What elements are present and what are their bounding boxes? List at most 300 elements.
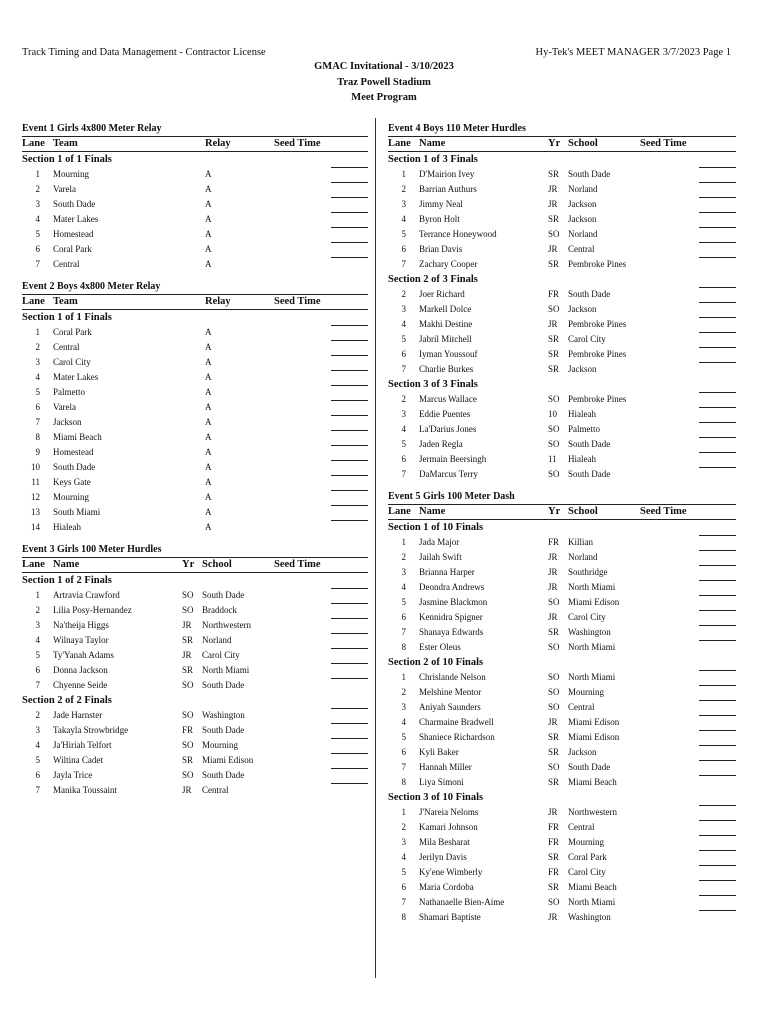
athlete-name: Markell Dolce <box>419 304 472 314</box>
lane-number: 2 <box>35 710 40 720</box>
seed-time-blank <box>331 212 368 213</box>
athlete-name: Deondra Andrews <box>419 582 485 592</box>
school-name: Jackson <box>568 214 597 224</box>
school-name: South Dade <box>202 725 245 735</box>
lane-number: 5 <box>401 867 406 877</box>
entry-row <box>388 407 736 422</box>
athlete-name: Artravia Crawford <box>53 590 120 600</box>
school-name: Jackson <box>568 747 597 757</box>
entry-row <box>22 633 368 648</box>
school-name: Miami Beach <box>568 882 617 892</box>
seed-time-blank <box>699 670 736 671</box>
athlete-name: La'Darius Jones <box>419 424 477 434</box>
entry-row <box>22 753 368 768</box>
relay-letter: A <box>205 492 212 502</box>
school-name: Carol City <box>568 612 606 622</box>
athlete-name: Shaniece Richardson <box>419 732 495 742</box>
lane-number: 4 <box>401 582 406 592</box>
meet-title: GMAC Invitational - 3/10/2023 <box>314 61 454 72</box>
seed-time-blank <box>699 362 736 363</box>
entry-row <box>388 302 736 317</box>
team-name: Coral Park <box>53 244 92 254</box>
athlete-year: JR <box>182 650 192 660</box>
relay-letter: A <box>205 522 212 532</box>
athlete-name: Shamari Baptiste <box>419 912 481 922</box>
lane-number: 5 <box>35 650 40 660</box>
seed-time-blank <box>699 302 736 303</box>
athlete-year: SO <box>548 672 560 682</box>
seed-time-blank <box>699 242 736 243</box>
seed-time-blank <box>331 460 368 461</box>
school-name: Hialeah <box>568 454 596 464</box>
entry-row <box>22 723 368 738</box>
school-name: Norland <box>568 552 598 562</box>
athlete-year: SR <box>548 882 560 892</box>
header-lane: Lane <box>388 506 411 517</box>
school-name: Norland <box>568 229 598 239</box>
entry-row <box>22 242 368 257</box>
entry-row <box>388 715 736 730</box>
seed-time-blank <box>331 355 368 356</box>
athlete-name: Barrian Authurs <box>419 184 477 194</box>
athlete-name: Na'theija Higgs <box>53 620 109 630</box>
lane-number: 5 <box>401 229 406 239</box>
entry-row <box>388 257 736 272</box>
lane-number: 5 <box>401 334 406 344</box>
school-name: Pembroke Pines <box>568 319 627 329</box>
entry-row <box>22 490 368 505</box>
lane-number: 8 <box>35 432 40 442</box>
team-name: Homestead <box>53 447 94 457</box>
section-title: Section 2 of 2 Finals <box>22 695 112 706</box>
lane-number: 14 <box>31 522 40 532</box>
lane-number: 7 <box>401 364 406 374</box>
entry-row <box>388 565 736 580</box>
lane-number: 13 <box>31 507 40 517</box>
seed-time-blank <box>331 197 368 198</box>
relay-letter: A <box>205 229 212 239</box>
lane-number: 6 <box>35 665 40 675</box>
athlete-year: JR <box>182 620 192 630</box>
lane-number: 2 <box>35 605 40 615</box>
athlete-name: Takayla Strowbridge <box>53 725 129 735</box>
entry-row <box>388 910 736 925</box>
program-title: Meet Program <box>351 92 417 103</box>
seed-time-blank <box>331 520 368 521</box>
athlete-name: Lilia Posy-Hernandez <box>53 605 132 615</box>
relay-letter: A <box>205 327 212 337</box>
seed-time-blank <box>699 715 736 716</box>
lane-number: 12 <box>31 492 40 502</box>
athlete-name: Zachary Cooper <box>419 259 478 269</box>
seed-time-blank <box>331 257 368 258</box>
athlete-year: SO <box>548 597 560 607</box>
athlete-year: 11 <box>548 454 557 464</box>
relay-letter: A <box>205 184 212 194</box>
relay-letter: A <box>205 244 212 254</box>
entry-row <box>388 625 736 640</box>
entry-row <box>388 242 736 257</box>
school-name: South Dade <box>568 169 611 179</box>
team-name: Varela <box>53 184 76 194</box>
lane-number: 6 <box>401 454 406 464</box>
seed-time-blank <box>331 738 368 739</box>
athlete-year: 10 <box>548 409 557 419</box>
entry-row <box>388 640 736 655</box>
school-name: Braddock <box>202 605 237 615</box>
header-name: Team <box>53 296 78 307</box>
school-name: South Dade <box>202 680 245 690</box>
athlete-year: JR <box>548 807 558 817</box>
athlete-year: SO <box>182 680 194 690</box>
athlete-year: FR <box>548 837 560 847</box>
entry-row <box>388 760 736 775</box>
athlete-name: Jasmine Blackmon <box>419 597 488 607</box>
entry-row <box>22 385 368 400</box>
relay-letter: A <box>205 447 212 457</box>
header-lane: Lane <box>22 296 45 307</box>
school-name: Central <box>568 822 595 832</box>
athlete-year: SO <box>182 710 194 720</box>
lane-number: 2 <box>401 822 406 832</box>
athlete-year: JR <box>548 612 558 622</box>
team-name: Central <box>53 259 80 269</box>
seed-time-blank <box>331 475 368 476</box>
entry-row <box>388 317 736 332</box>
entry-row <box>22 227 368 242</box>
header-seed: Seed Time <box>274 559 321 570</box>
entry-row <box>388 880 736 895</box>
event-block <box>22 280 368 535</box>
school-name: Miami Edison <box>568 597 620 607</box>
school-name: Miami Edison <box>202 755 254 765</box>
seed-time-blank <box>331 242 368 243</box>
team-name: Mourning <box>53 169 89 179</box>
lane-number: 1 <box>401 537 406 547</box>
event-title: Event 5 Girls 100 Meter Dash <box>388 491 515 502</box>
school-name: South Dade <box>202 590 245 600</box>
lane-number: 3 <box>35 725 40 735</box>
athlete-year: FR <box>548 289 560 299</box>
lane-number: 7 <box>35 259 40 269</box>
entry-row <box>388 580 736 595</box>
entry-row <box>22 768 368 783</box>
seed-time-blank <box>331 490 368 491</box>
school-name: Hialeah <box>568 409 596 419</box>
header-seed: Seed Time <box>640 506 687 517</box>
lane-number: 1 <box>35 327 40 337</box>
entry-row <box>22 212 368 227</box>
athlete-name: Jade Harnster <box>53 710 103 720</box>
lane-number: 8 <box>401 642 406 652</box>
athlete-name: Joer Richard <box>419 289 465 299</box>
athlete-year: SR <box>548 259 560 269</box>
athlete-name: Marcus Wallace <box>419 394 477 404</box>
entry-row <box>388 182 736 197</box>
school-name: Southridge <box>568 567 608 577</box>
seed-time-blank <box>699 437 736 438</box>
seed-time-blank <box>331 325 368 326</box>
school-name: Carol City <box>568 867 606 877</box>
lane-number: 3 <box>35 357 40 367</box>
column-header <box>22 136 368 152</box>
lane-number: 5 <box>401 439 406 449</box>
lane-number: 6 <box>35 402 40 412</box>
athlete-name: Jimmy Neal <box>419 199 463 209</box>
lane-number: 5 <box>35 229 40 239</box>
school-name: Miami Edison <box>568 732 620 742</box>
athlete-name: Kennidra Spigner <box>419 612 483 622</box>
header-seed: Seed Time <box>274 138 321 149</box>
athlete-year: SO <box>182 590 194 600</box>
team-name: Palmetto <box>53 387 85 397</box>
lane-number: 3 <box>401 409 406 419</box>
seed-time-blank <box>699 880 736 881</box>
school-name: South Dade <box>568 439 611 449</box>
seed-time-blank <box>331 227 368 228</box>
header-school: School <box>202 559 232 570</box>
athlete-year: SO <box>548 424 560 434</box>
lane-number: 9 <box>35 447 40 457</box>
header-name: Team <box>53 138 78 149</box>
athlete-year: SR <box>548 349 560 359</box>
school-name: Central <box>568 702 595 712</box>
relay-letter: A <box>205 169 212 179</box>
athlete-name: Nathanaelle Bien-Aime <box>419 897 505 907</box>
entry-row <box>22 355 368 370</box>
lane-number: 5 <box>35 755 40 765</box>
seed-time-blank <box>699 835 736 836</box>
header-school: School <box>568 506 598 517</box>
school-name: Killian <box>568 537 593 547</box>
school-name: Mourning <box>568 837 604 847</box>
seed-time-blank <box>699 452 736 453</box>
entry-row <box>388 287 736 302</box>
athlete-name: Melshine Mentor <box>419 687 482 697</box>
team-name: Miami Beach <box>53 432 102 442</box>
entry-row <box>388 437 736 452</box>
athlete-name: Jerilyn Davis <box>419 852 467 862</box>
lane-number: 1 <box>35 590 40 600</box>
school-name: Pembroke Pines <box>568 349 627 359</box>
section-title: Section 3 of 3 Finals <box>388 379 478 390</box>
column-header <box>22 294 368 310</box>
relay-letter: A <box>205 432 212 442</box>
athlete-name: Ty'Yanah Adams <box>53 650 114 660</box>
seed-time-blank <box>331 783 368 784</box>
athlete-year: JR <box>548 244 558 254</box>
lane-number: 4 <box>401 214 406 224</box>
athlete-name: D'Mairion Ivey <box>419 169 475 179</box>
seed-time-blank <box>699 422 736 423</box>
lane-number: 2 <box>401 289 406 299</box>
entry-row <box>388 362 736 377</box>
seed-time-blank <box>331 678 368 679</box>
lane-number: 4 <box>401 717 406 727</box>
lane-number: 6 <box>35 244 40 254</box>
athlete-year: FR <box>548 537 560 547</box>
athlete-year: SR <box>548 852 560 862</box>
athlete-year: SO <box>548 762 560 772</box>
relay-letter: A <box>205 507 212 517</box>
lane-number: 3 <box>401 567 406 577</box>
school-name: North Miami <box>568 642 616 652</box>
school-name: Carol City <box>202 650 240 660</box>
seed-time-blank <box>699 865 736 866</box>
athlete-year: SO <box>548 702 560 712</box>
entry-row <box>388 332 736 347</box>
school-name: Northwestern <box>568 807 617 817</box>
school-name: Miami Beach <box>568 777 617 787</box>
entry-row <box>388 820 736 835</box>
column-header <box>388 136 736 152</box>
lane-number: 7 <box>401 627 406 637</box>
header-name: Name <box>419 138 446 149</box>
section-title: Section 1 of 10 Finals <box>388 522 484 533</box>
athlete-name: Chyenne Seide <box>53 680 108 690</box>
entry-row <box>388 685 736 700</box>
lane-number: 1 <box>401 807 406 817</box>
relay-letter: A <box>205 342 212 352</box>
lane-number: 5 <box>401 597 406 607</box>
athlete-name: Hannah Miller <box>419 762 472 772</box>
entry-row <box>22 708 368 723</box>
school-name: Jackson <box>568 304 597 314</box>
school-name: Washington <box>202 710 245 720</box>
seed-time-blank <box>331 723 368 724</box>
header-seed: Seed Time <box>274 296 321 307</box>
athlete-year: FR <box>182 725 194 735</box>
header-lane: Lane <box>22 559 45 570</box>
athlete-name: Makhi Destine <box>419 319 473 329</box>
entry-row <box>22 678 368 693</box>
seed-time-blank <box>699 392 736 393</box>
lane-number: 4 <box>35 214 40 224</box>
athlete-year: SR <box>182 755 194 765</box>
entry-row <box>22 475 368 490</box>
section-title: Section 1 of 1 Finals <box>22 154 112 165</box>
seed-time-blank <box>699 760 736 761</box>
event-block <box>388 490 736 925</box>
seed-time-blank <box>699 227 736 228</box>
athlete-name: Jermain Beersingh <box>419 454 487 464</box>
seed-time-blank <box>699 820 736 821</box>
school-name: Norland <box>202 635 232 645</box>
athlete-year: SR <box>548 627 560 637</box>
team-name: Keys Gate <box>53 477 91 487</box>
athlete-name: Charmaine Bradwell <box>419 717 494 727</box>
seed-time-blank <box>331 385 368 386</box>
lane-number: 7 <box>35 785 40 795</box>
lane-number: 4 <box>401 852 406 862</box>
seed-time-blank <box>331 340 368 341</box>
lane-number: 5 <box>35 387 40 397</box>
athlete-year: SO <box>548 897 560 907</box>
athlete-year: SO <box>182 605 194 615</box>
lane-number: 1 <box>401 169 406 179</box>
seed-time-blank <box>699 407 736 408</box>
seed-time-blank <box>331 663 368 664</box>
seed-time-blank <box>699 347 736 348</box>
relay-letter: A <box>205 357 212 367</box>
lane-number: 3 <box>401 304 406 314</box>
lane-number: 7 <box>401 469 406 479</box>
lane-number: 3 <box>401 837 406 847</box>
event-title: Event 1 Girls 4x800 Meter Relay <box>22 123 162 134</box>
seed-time-blank <box>699 910 736 911</box>
entry-row <box>388 212 736 227</box>
entry-row <box>388 392 736 407</box>
right-column <box>388 122 736 933</box>
seed-time-blank <box>699 685 736 686</box>
school-name: Miami Edison <box>568 717 620 727</box>
athlete-name: Eddie Puentes <box>419 409 471 419</box>
team-name: South Miami <box>53 507 101 517</box>
entry-row <box>388 850 736 865</box>
seed-time-blank <box>331 603 368 604</box>
athlete-year: JR <box>182 785 192 795</box>
relay-letter: A <box>205 387 212 397</box>
left-column <box>22 122 368 806</box>
athlete-name: Mila Besharat <box>419 837 470 847</box>
relay-letter: A <box>205 199 212 209</box>
athlete-year: SO <box>548 229 560 239</box>
athlete-name: Chrislande Nelson <box>419 672 486 682</box>
athlete-name: Iyman Youssouf <box>419 349 478 359</box>
lane-number: 6 <box>401 349 406 359</box>
seed-time-blank <box>331 618 368 619</box>
athlete-name: Wiltina Cadet <box>53 755 103 765</box>
athlete-name: Brian Davis <box>419 244 463 254</box>
seed-time-blank <box>699 850 736 851</box>
relay-letter: A <box>205 402 212 412</box>
school-name: Mourning <box>202 740 238 750</box>
lane-number: 6 <box>401 747 406 757</box>
seed-time-blank <box>331 505 368 506</box>
athlete-name: Jabril Mitchell <box>419 334 472 344</box>
event-block <box>22 122 368 272</box>
school-name: Central <box>202 785 229 795</box>
school-name: Northwestern <box>202 620 251 630</box>
school-name: Mourning <box>568 687 604 697</box>
school-name: Jackson <box>568 364 597 374</box>
athlete-year: SO <box>548 687 560 697</box>
athlete-year: SR <box>182 665 194 675</box>
entry-row <box>388 227 736 242</box>
school-name: Central <box>568 244 595 254</box>
athlete-year: SR <box>548 747 560 757</box>
entry-row <box>22 400 368 415</box>
lane-number: 5 <box>401 732 406 742</box>
lane-number: 7 <box>401 897 406 907</box>
entry-row <box>388 730 736 745</box>
event-title: Event 3 Girls 100 Meter Hurdles <box>22 544 162 555</box>
lane-number: 6 <box>35 770 40 780</box>
entry-row <box>22 167 368 182</box>
lane-number: 1 <box>401 672 406 682</box>
school-name: Coral Park <box>568 852 607 862</box>
athlete-year: SO <box>548 304 560 314</box>
lane-number: 3 <box>35 620 40 630</box>
school-name: South Dade <box>568 289 611 299</box>
athlete-name: Charlie Burkes <box>419 364 474 374</box>
entry-row <box>22 415 368 430</box>
athlete-name: Kyli Baker <box>419 747 459 757</box>
lane-number: 1 <box>35 169 40 179</box>
entry-row <box>22 648 368 663</box>
seed-time-blank <box>331 430 368 431</box>
team-name: Varela <box>53 402 76 412</box>
